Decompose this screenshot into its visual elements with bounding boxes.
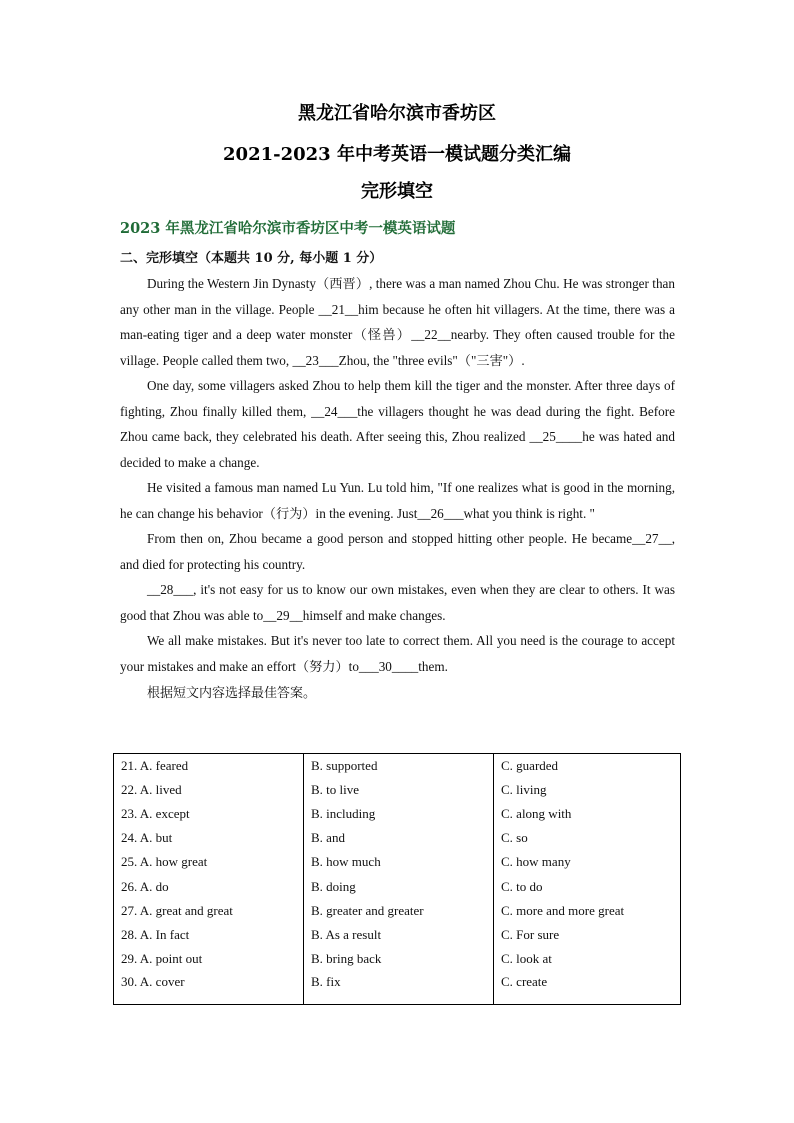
table-row <box>114 754 681 779</box>
passage-paragraph: During the Western Jin Dynasty（西晋）, there was a man named Zhou Chu. He was stronger than any other man in the village. People __21__him because he often hit villagers. At the time, there was a man-eating tiger and a deep water monster（怪兽）__22__nearby. They often caused trouble for the village. People called them two, __23___Zhou, the "three evils"（"三害"）. <box>120 276 675 368</box>
option-c: C. look at <box>494 947 681 971</box>
option-b: B. As a result <box>304 923 494 947</box>
option-a: 25. A. how great <box>114 850 304 874</box>
option-b: B. and <box>304 826 494 850</box>
document-subtitle: 2021-2023 年中考英语一模试题分类汇编 <box>223 144 571 165</box>
option-b: B. fix <box>304 971 494 1005</box>
option-c: C. to do <box>494 874 681 898</box>
option-a: 23. A. except <box>114 802 304 826</box>
option-b: B. bring back <box>304 947 494 971</box>
option-a: 24. A. but <box>114 826 304 850</box>
topic-title: 完形填空 <box>361 181 433 202</box>
options-table <box>113 753 681 1005</box>
option-c: C. living <box>494 778 681 802</box>
table-row <box>114 850 681 874</box>
option-c: C. For sure <box>494 923 681 947</box>
option-b: B. to live <box>304 778 494 802</box>
option-c: C. guarded <box>494 754 681 779</box>
option-a: 26. A. do <box>114 874 304 898</box>
passage-paragraph: We all make mistakes. But it's never too late to correct them. All you need is the courage to accept your mistakes and make an effort（努力）to___30____them. <box>120 633 675 674</box>
option-a: 30. A. cover <box>114 971 304 1005</box>
table-row <box>114 802 681 826</box>
table-row <box>114 874 681 898</box>
table-row <box>114 899 681 923</box>
option-b: B. greater and greater <box>304 899 494 923</box>
passage-paragraph: __28___, it's not easy for us to know our own mistakes, even when they are clear to others. It was good that Zhou was able to__29__himself and make changes. <box>120 582 675 623</box>
table-row <box>114 778 681 802</box>
option-a: 22. A. lived <box>114 778 304 802</box>
option-a: 29. A. point out <box>114 947 304 971</box>
option-a: 28. A. In fact <box>114 923 304 947</box>
option-c: C. more and more great <box>494 899 681 923</box>
section-heading: 二、完形填空（本题共 10 分, 每小题 1 分） <box>120 251 383 266</box>
table-row <box>114 923 681 947</box>
option-b: B. how much <box>304 850 494 874</box>
table-row <box>114 947 681 971</box>
option-b: B. including <box>304 802 494 826</box>
cloze-passage <box>120 271 675 707</box>
option-a: 27. A. great and great <box>114 899 304 923</box>
passage-paragraph: One day, some villagers asked Zhou to help them kill the tiger and the monster. After three days of fighting, Zhou finally killed them, __24___the villagers thought he was dead during the fight. Before Zhou came back, they celebrated his death. After seeing this, Zhou realized __25____he was hated and decided to make a change. <box>120 378 675 470</box>
table-row <box>114 971 681 1005</box>
document-title: 黑龙江省哈尔滨市香坊区 <box>298 103 496 124</box>
passage-paragraph: He visited a famous man named Lu Yun. Lu told him, "If one realizes what is good in the morning, he can change his behavior（行为）in the evening. Just__26___what you think is right. " <box>120 480 675 521</box>
option-c: C. so <box>494 826 681 850</box>
exam-title: 2023 年黑龙江省哈尔滨市香坊区中考一模英语试题 <box>120 220 456 237</box>
option-c: C. create <box>494 971 681 1005</box>
instruction: 根据短文内容选择最佳答案。 <box>147 686 317 701</box>
option-a: 21. A. feared <box>114 754 304 779</box>
option-c: C. how many <box>494 850 681 874</box>
table-row <box>114 826 681 850</box>
option-c: C. along with <box>494 802 681 826</box>
option-b: B. supported <box>304 754 494 779</box>
option-b: B. doing <box>304 874 494 898</box>
passage-paragraph: From then on, Zhou became a good person and stopped hitting other people. He became__27__, and died for protecting his country. <box>120 531 675 572</box>
